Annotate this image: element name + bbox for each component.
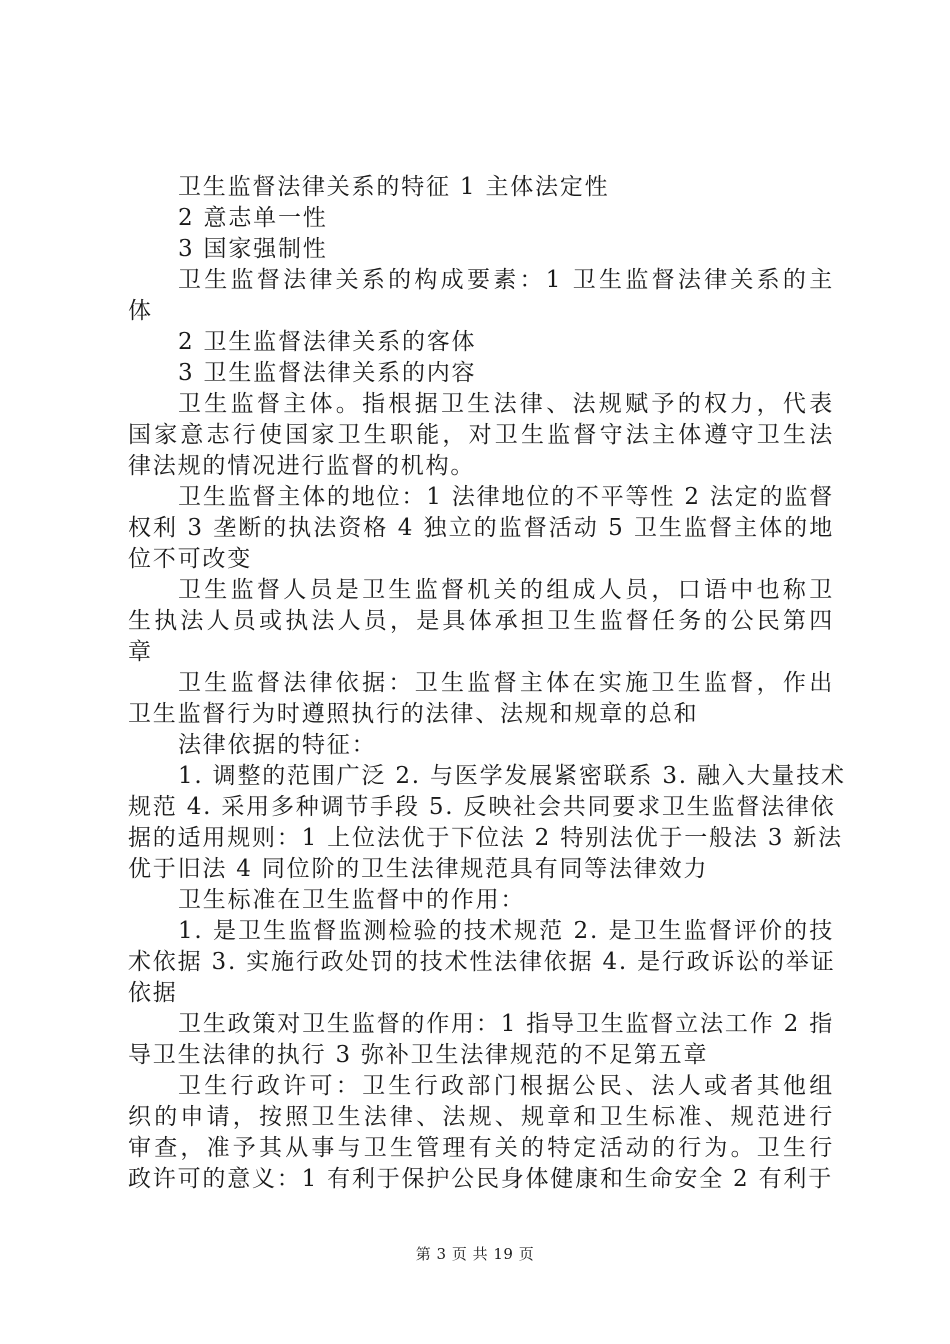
- paragraph-line: 卫生行政许可：卫生行政部门根据公民、法人或者其他组: [178, 1073, 834, 1099]
- paragraph: [128, 761, 846, 885]
- paragraph-line: 规范 4. 采用多种调节手段 5. 反映社会共同要求卫生监督法律依: [128, 794, 836, 820]
- paragraph-line: 术依据 3. 实施行政处罚的技术性法律依据 4. 是行政诉讼的举证: [128, 949, 836, 975]
- paragraph-line: 2 意志单一性: [178, 205, 328, 231]
- paragraph: [128, 1071, 834, 1195]
- paragraph-line: 卫生监督主体的地位：1 法律地位的不平等性 2 法定的监督: [178, 484, 834, 510]
- paragraph-line: 优于旧法 4 同位阶的卫生法律规范具有同等法律效力: [128, 856, 709, 882]
- paragraph: [128, 730, 834, 761]
- paragraph: [128, 885, 834, 916]
- paragraph-line: 卫生监督法律依据：卫生监督主体在实施卫生监督，作出: [178, 670, 834, 696]
- paragraph-line: 卫生监督法律关系的特征 1 主体法定性: [178, 174, 610, 200]
- paragraph: [128, 265, 834, 327]
- paragraph-line: 卫生监督人员是卫生监督机关的组成人员，口语中也称卫: [178, 577, 834, 603]
- paragraph: [128, 234, 834, 265]
- paragraph-line: 1. 调整的范围广泛 2. 与医学发展紧密联系 3. 融入大量技术: [178, 763, 846, 789]
- paragraph-line: 织的申请，按照卫生法律、法规、规章和卫生标准、规范进行: [128, 1104, 834, 1130]
- paragraph: [128, 327, 834, 358]
- paragraph-line: 权利 3 垄断的执法资格 4 独立的监督活动 5 卫生监督主体的地: [128, 515, 834, 541]
- paragraph-line: 章: [128, 639, 153, 665]
- paragraph: [128, 668, 834, 730]
- paragraph: [128, 575, 834, 668]
- paragraph-line: 3 国家强制性: [178, 236, 328, 262]
- paragraph: [128, 482, 834, 575]
- paragraph-line: 卫生政策对卫生监督的作用：1 指导卫生监督立法工作 2 指: [178, 1011, 834, 1037]
- paragraph: [128, 1009, 834, 1071]
- paragraph-line: 国家意志行使国家卫生职能，对卫生监督守法主体遵守卫生法: [128, 422, 834, 448]
- paragraph-line: 导卫生法律的执行 3 弥补卫生法律规范的不足第五章: [128, 1042, 709, 1068]
- paragraph-line: 依据: [128, 980, 178, 1006]
- paragraph: [128, 172, 834, 203]
- paragraph: [128, 358, 834, 389]
- page-footer: 第 3 页 共 19 页: [415, 1245, 535, 1263]
- paragraph-line: 卫生监督行为时遵照执行的法律、法规和规章的总和: [128, 701, 699, 727]
- paragraph-line: 卫生监督法律关系的构成要素：1 卫生监督法律关系的主: [178, 267, 834, 293]
- paragraph-line: 3 卫生监督法律关系的内容: [178, 360, 477, 386]
- paragraph-line: 法律依据的特征：: [178, 732, 377, 758]
- paragraph-line: 卫生监督主体。指根据卫生法律、法规赋予的权力，代表: [178, 391, 834, 417]
- paragraph: [128, 203, 834, 234]
- paragraph-line: 生执法人员或执法人员，是具体承担卫生监督任务的公民第四: [128, 608, 834, 634]
- paragraph: [128, 389, 834, 482]
- paragraph-line: 律法规的情况进行监督的机构。: [128, 453, 476, 479]
- paragraph-line: 1. 是卫生监督监测检验的技术规范 2. 是卫生监督评价的技: [178, 918, 834, 944]
- paragraph-line: 据的适用规则：1 上位法优于下位法 2 特别法优于一般法 3 新法: [128, 825, 843, 851]
- paragraph-line: 卫生标准在卫生监督中的作用：: [178, 887, 526, 913]
- document-body: [128, 172, 846, 1195]
- paragraph-line: 审查，准予其从事与卫生管理有关的特定活动的行为。卫生行: [128, 1135, 834, 1161]
- paragraph-line: 2 卫生监督法律关系的客体: [178, 329, 477, 355]
- paragraph-line: 政许可的意义：1 有利于保护公民身体健康和生命安全 2 有利于: [128, 1166, 833, 1192]
- paragraph-line: 体: [128, 298, 153, 324]
- paragraph-line: 位不可改变: [128, 546, 252, 572]
- paragraph: [128, 916, 834, 1009]
